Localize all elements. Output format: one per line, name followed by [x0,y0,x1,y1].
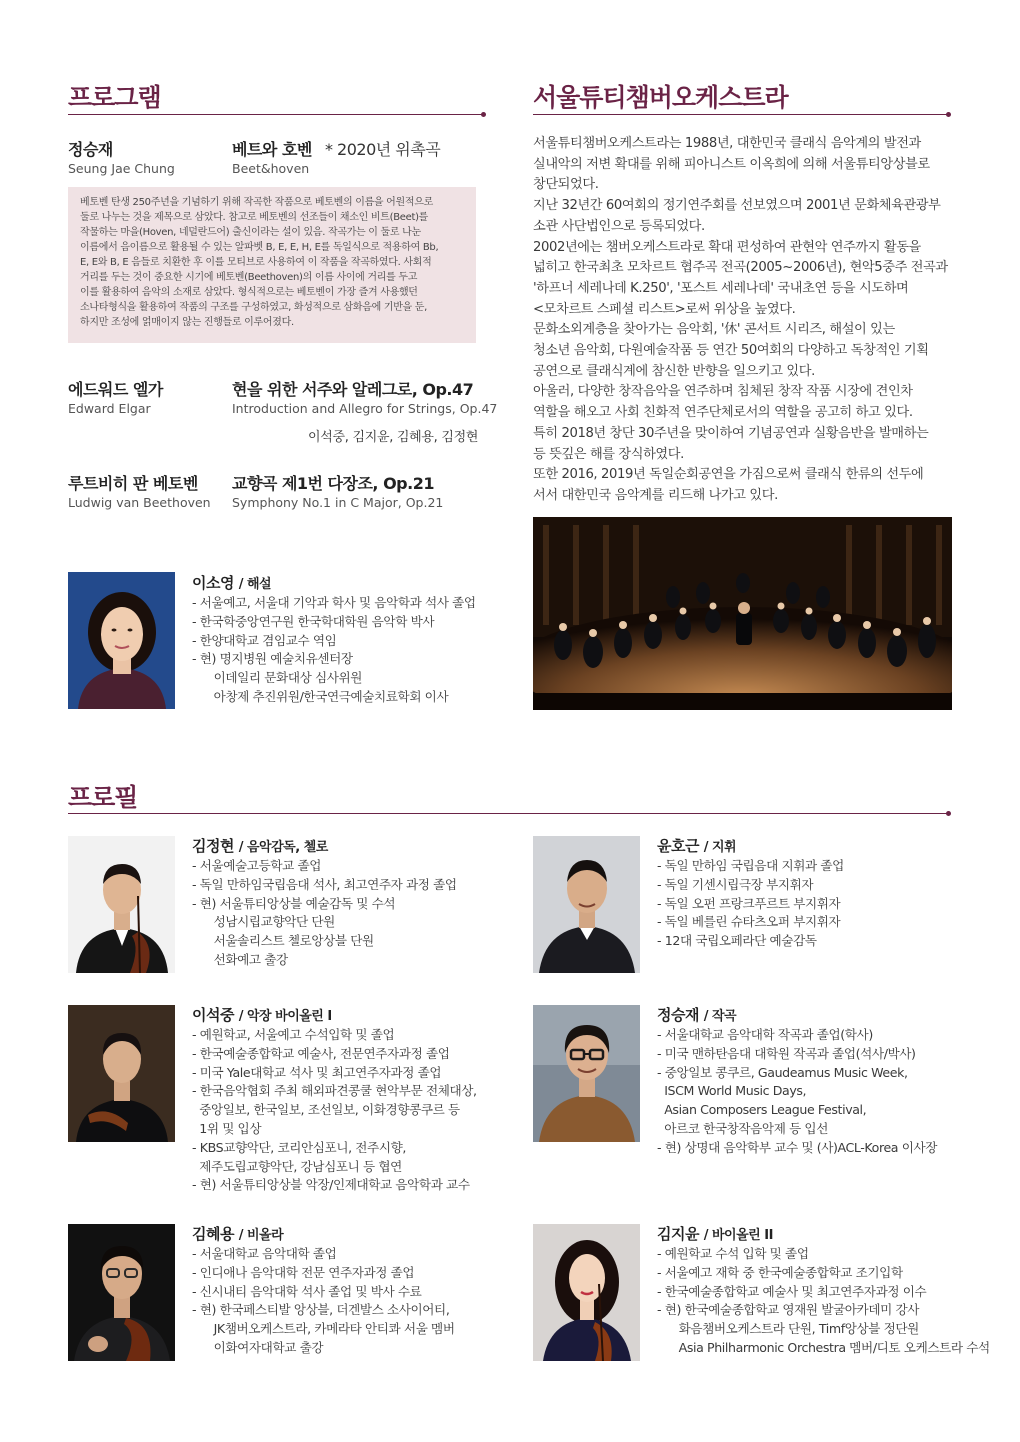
career-item: 1위 및 입상 [192,1120,262,1136]
narrator-name [192,572,271,593]
orchestra-heading-rule [533,114,949,115]
description-line: 소나타형식을 활용하여 작품의 구조를 구성하였고, 화성적으로 삼화음에 기반을 둔, [80,302,428,313]
career-item: JK챔버오케스트라, 카메라타 안티콰 서울 멤버 [192,1321,455,1337]
orchestra-description [533,134,963,507]
career-item: 화음챔버오케스트라 단원, Timf앙상블 정단원 [657,1321,919,1337]
career-item: - 현) 상명대 음악학부 교수 및 (사)ACL-Korea 이사장 [657,1139,938,1155]
career-item: - KBS교향악단, 코리안심포니, 전주시향, [192,1139,406,1155]
career-item: - 한국예술종합학교 예술사 및 최고연주자과정 이수 [657,1283,927,1299]
person-role: / 음악감독, 첼로 [238,840,328,855]
career-item: Asia Philharmonic Orchestra 멤버/디토 오케스트라 수석 [657,1339,990,1355]
description-line: 이를 활용하여 음악의 소재로 삼았다. 형식적으로는 베토벤이 가장 즐겨 사용했던 [80,287,418,298]
work-title-ko: 현을 위한 서주와 알레그로, Op.47 [232,380,474,399]
work-title-ko [232,137,440,160]
composer-name-en: Seung Jae Chung [68,161,175,176]
career-item: - 현) 서울튜티앙상블 악장/인제대학교 음악학과 교수 [192,1177,470,1193]
orchestra-text-line: 공연으로 클래식계에 참신한 반향을 일으키고 있다. [533,363,815,379]
career-item: - 서울대학교 음악대학 작곡과 졸업(학사) [657,1027,873,1042]
orchestra-text-line: 문화소외계층을 찾아가는 음악회, '休' 콘서트 시리즈, 해설이 있는 [533,322,895,338]
person-role: / 바이올린 II [703,1228,773,1243]
orchestra-text-line: '하프너 세레나데 K.250', '포스트 세레나데' 국내초연 등을 시도하며 [533,280,909,296]
career-item: - 한국음악협회 주최 해외파견콩쿨 현악부문 전체대상, [192,1083,477,1099]
career-item: - 인디애나 음악대학 전문 연주자과정 졸업 [192,1264,415,1280]
career-item: - 독일 베를린 슈타츠오퍼 부지휘자 [657,914,841,930]
career-item: Asian Composers League Festival, [657,1102,867,1118]
commission-note: * 2020년 위촉곡 [324,140,441,159]
composer-name-en: Edward Elgar [68,401,151,416]
kim-junghyun-career-list [192,857,457,970]
career-item: - 독일 오펀 프랑크푸르트 부지휘자 [657,895,841,911]
description-line: 베토벤 탄생 250주년을 기념하기 위해 작곡한 작품으로 베토벤의 이름을 어원적으로 [80,197,433,208]
work-title-en: Beet&hoven [232,161,310,176]
orchestra-text-line: 역할을 해오고 사회 친화적 연주단체로서의 역할을 공고히 하고 있다. [533,405,913,421]
career-item: 아르코 한국창작음악제 등 입선 [657,1120,828,1136]
yun-hogeun-photo [533,836,640,973]
career-item: ISCM World Music Days, [657,1083,807,1099]
career-item: - 예원학교, 서울예고 수석입학 및 졸업 [192,1027,395,1042]
yun-hogeun-name [657,835,736,856]
career-item: - 서울예술고등학교 졸업 [192,858,322,873]
profile-heading: 프로필 [68,783,138,812]
kim-jiyun-photo [533,1224,640,1361]
person-role: / 비올라 [238,1228,284,1243]
composer-name-ko: 루트비히 판 베토벤 [68,474,198,493]
composer-name-en: Ludwig van Beethoven [68,495,211,510]
person-name: 김정현 [192,837,234,855]
career-item: 서울솔리스트 첼로앙상블 단원 [192,933,374,949]
composer-name-ko: 에드워드 엘가 [68,380,163,399]
performers: 이석중, 김지윤, 김혜용, 김정현 [308,430,479,445]
orchestra-heading: 서울튜티챔버오케스트라 [533,83,788,112]
work-title-en: Introduction and Allegro for Strings, Op.47 [232,401,498,416]
orchestra-text-line: 또한 2016, 2019년 독일순회공연을 가짐으로써 클래식 한류의 선두에 [533,467,924,483]
orchestra-text-line: 서서 대한민국 음악계를 리드해 나가고 있다. [533,487,778,503]
career-item: - 예원학교 수석 입학 및 졸업 [657,1246,809,1261]
person-name: 윤호근 [657,837,699,855]
person-role: / 지휘 [703,840,737,855]
person-name: 이소영 [192,574,234,592]
orchestra-text-line: 실내악의 저변 확대를 위해 피아니스트 이옥희에 의해 서울튜티앙상블로 [533,156,930,172]
lee-seokjung-name [192,1004,332,1025]
profile-heading-rule [68,813,949,814]
career-item: - 12대 국립오페라단 예술감독 [657,933,817,949]
career-item: 제주도립교향악단, 강남심포니 등 협연 [192,1158,402,1174]
lee-seokjung-photo [68,1005,175,1142]
kim-junghyun-photo [68,836,175,973]
kim-jiyun-name [657,1223,773,1244]
career-item: - 독일 기센시립극장 부지휘자 [657,876,814,892]
person-role: / 작곡 [703,1009,737,1024]
career-item: 이화여자대학교 출강 [192,1339,324,1355]
career-item: 성남시립교향악단 단원 [192,914,335,930]
chung-seungjae-name [657,1004,736,1025]
career-item: - 미국 Yale대학교 석사 및 최고연주자과정 졸업 [192,1064,442,1080]
orchestra-text-line: 청소년 음악회, 다원예술작품 등 연간 50여회의 다양하고 독창적인 기획 [533,343,929,359]
description-line: E, E와 B, E 음들로 치환한 후 이를 모티브로 사용하여 이 작품을 작곡하였다. 사회적 [80,257,432,268]
lee-seokjung-career-list [192,1026,477,1195]
person-role: / 해설 [238,577,272,592]
chung-seungjae-career-list [657,1026,937,1158]
orchestra-text-line: 넓히고 한국최초 모차르트 협주곡 전곡(2005~2006년), 현악5중주 전곡과 [533,260,948,276]
career-item: - 독일 만하임 국립음대 지휘과 졸업 [657,858,844,873]
career-item: - 현) 한국예술종합학교 영재원 발굴아카데미 강사 [657,1302,919,1318]
person-name: 이석중 [192,1006,234,1024]
orchestra-text-line: 특히 2018년 창단 30주년을 맞이하여 기념공연과 실황음반을 발매하는 [533,425,929,441]
career-item: - 한국예술종합학교 예술사, 전문연주자과정 졸업 [192,1045,450,1061]
description-line: 작물하는 마을(Hoven, 네덜란드어) 출신이라는 설이 있음. 작곡가는 이 둘로 나눈 [80,227,421,238]
orchestra-text-line: 소관 사단법인으로 등록되었다. [533,218,705,234]
career-item: - 한국학중앙연구원 한국학대학원 음악학 박사 [192,613,435,629]
kim-jiyun-career-list [657,1245,990,1358]
career-item: - 서울예고, 서울대 기악과 학사 및 음악학과 석사 졸업 [192,595,476,610]
career-item: - 서울대학교 음악대학 졸업 [192,1246,337,1261]
career-item: - 서울예고 재학 중 한국예술종합학교 조기입학 [657,1264,903,1280]
program-heading-rule [68,114,484,115]
career-item: - 현) 명지병원 예술치유센터장 [192,651,353,667]
orchestra-text-line: 아울러, 다양한 창작음악을 연주하며 침체된 창작 작품 시장에 견인차 [533,384,913,400]
work-title-en: Symphony No.1 in C Major, Op.21 [232,495,444,510]
kim-hyeyong-photo [68,1224,175,1361]
person-name: 김혜용 [192,1225,234,1243]
orchestra-concert-photo [533,517,952,710]
narrator-photo [68,572,175,709]
program-heading: 프로그램 [68,83,161,112]
description-line: 이름에서 음이름으로 활용될 수 있는 알파벳 B, E, E, H, E를 독일식으로 적용하여 Bb, [80,242,439,253]
work-title-text: 베트와 호벤 [232,140,312,159]
description-line: 하지만 조성에 얽매이지 않는 진행들로 이루어졌다. [80,317,294,328]
career-item: - 현) 한국페스티발 앙상블, 더겐발스 소사이어티, [192,1302,450,1318]
orchestra-text-line: 서울튜티챔버오케스트라는 1988년, 대한민국 클래식 음악계의 발전과 [533,136,921,151]
yun-hogeun-career-list [657,857,844,951]
career-item: - 독일 만하임국립음대 석사, 최고연주자 과정 졸업 [192,876,457,892]
person-role: / 악장 바이올린 I [238,1009,332,1024]
orchestra-text-line: 지난 32년간 60여회의 정기연주회를 선보였으며 2001년 문화체육관광부 [533,198,941,214]
kim-hyeyong-career-list [192,1245,455,1358]
career-item: - 미국 맨하탄음대 대학원 작곡과 졸업(석사/박사) [657,1045,916,1061]
chung-seungjae-photo [533,1005,640,1142]
career-item: - 한양대학교 겸임교수 역임 [192,632,337,648]
orchestra-text-line: 등 뜻깊은 해를 장식하였다. [533,446,684,462]
orchestra-text-line: <모차르트 스페셜 리스트>로써 위상을 높였다. [533,301,796,317]
career-item: 아창제 추진위원/한국연극예술치료학회 이사 [192,688,449,704]
person-name: 정승재 [657,1006,699,1024]
career-item: - 현) 서울튜티앙상블 예술감독 및 수석 [192,895,396,911]
narrator-career-list [192,594,476,707]
career-item: - 신시내티 음악대학 석사 졸업 및 박사 수료 [192,1283,422,1299]
kim-hyeyong-name [192,1223,283,1244]
kim-junghyun-name [192,835,328,856]
career-item: 선화예고 출강 [192,951,288,967]
person-name: 김지윤 [657,1225,699,1243]
description-line: 둘로 나누는 것을 제목으로 삼았다. 참고로 베토벤의 선조들이 채소인 비트(Beet)를 [80,212,429,223]
composer-name-ko: 정승재 [68,140,113,159]
program-description [68,187,476,343]
orchestra-text-line: 창단되었다. [533,177,599,193]
orchestra-text-line: 2002년에는 챔버오케스트라로 확대 편성하여 관현악 연주까지 활동을 [533,239,921,255]
career-item: - 중앙일보 콩쿠르, Gaudeamus Music Week, [657,1064,908,1080]
career-item: 중앙일보, 한국일보, 조선일보, 이화경향콩쿠르 등 [192,1102,460,1118]
work-title-ko: 교향곡 제1번 다장조, Op.21 [232,474,434,493]
career-item: 이데일리 문화대상 심사위원 [192,670,363,686]
description-line: 거리를 두는 것이 중요한 시기에 베토벤(Beethoven)의 이름 사이에 거리를 두고 [80,272,418,283]
